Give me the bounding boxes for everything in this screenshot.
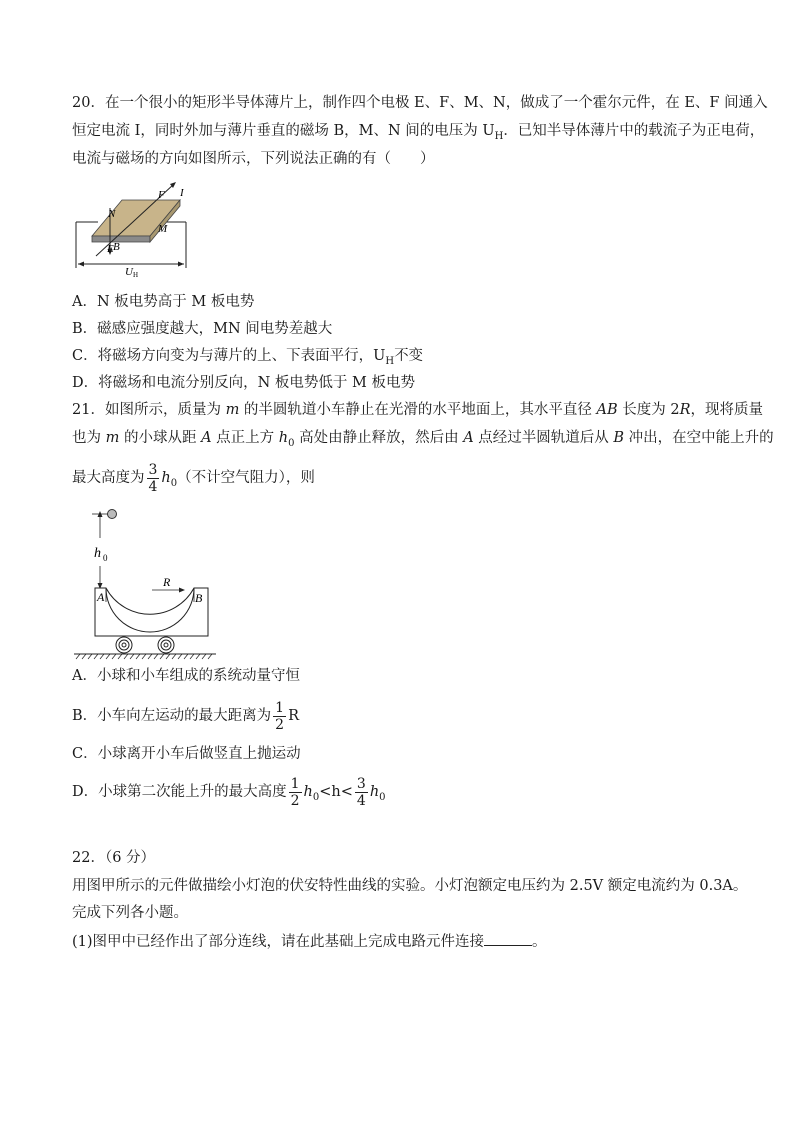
var-h: h [303,784,313,800]
q20-option-d: D．将磁场和电流分别反向，N 板电势低于 M 板电势 [72,375,415,391]
t: <h< [319,784,353,800]
t: 21．如图所示，质量为 [72,402,226,418]
t: 点正上方 [211,430,279,446]
frac-den: 2 [290,792,300,809]
t: ，现将质量 [690,402,764,418]
fraction-1-2 [289,776,302,809]
label-m: M [158,223,168,235]
fraction-1-2 [273,700,286,733]
q20-option-c-text-b: 不变 [394,348,424,364]
label-b: B [195,591,203,605]
frac-num: 1 [275,699,285,716]
var-a: A [463,430,474,446]
sub-0: 0 [379,791,386,803]
label-b: B [113,241,120,253]
label-r: R [163,575,171,589]
label-e: E [107,243,114,255]
q20-line-2-text-b: ．已知半导体薄片中的载流子为正电荷， [503,123,765,139]
q20-option-c [72,346,423,372]
frac-num: 3 [148,461,158,478]
var-h: h [278,430,289,446]
frac-den: 2 [275,716,285,733]
label-a: A [97,590,105,604]
t: 的小球从距 [119,430,202,446]
q21-line-1 [72,400,763,420]
q22-line-3 [72,931,547,952]
q20-option-c-text: C．将磁场方向变为与薄片的上、下表面平行，U [72,348,386,364]
frac-den: 4 [356,792,366,809]
q21-line-2 [72,428,774,454]
q22-line-2: 完成下列各小题。 [72,905,188,921]
fraction-3-4 [355,776,368,809]
label-i: I [180,187,184,199]
half-circle-cart-figure [70,502,220,662]
var-a: A [201,430,212,446]
t: D．小球第二次能上升的最大高度 [72,784,287,800]
frac-num: 1 [290,775,300,792]
t: 点经过半圆轨道后从 [473,430,614,446]
t: 高处由静止释放，然后由 [294,430,464,446]
q22-line-1: 用图甲所示的元件做描绘小灯泡的伏安特性曲线的实验。小灯泡额定电压约为 2.5V 额定电流约为 0.3A。 [72,878,748,894]
label-h0-sub: 0 [103,553,108,563]
q20-option-c-sub: H [385,355,395,367]
var-h: h [161,470,171,486]
t: 的半圆轨道小车静止在光滑的水平地面上，其水平直径 [239,402,597,418]
var-h: h [369,784,380,800]
t: （不计空气阻力），则 [177,470,315,486]
label-u-sub: H [133,271,139,278]
var-m: m [105,430,120,446]
label-u: U [125,266,133,278]
q20-line-2 [72,121,764,147]
q21-option-c: C．小球离开小车后做竖直上抛运动 [72,746,301,762]
q21-option-b [72,698,299,734]
hall-element-figure [70,180,200,278]
sub-0: 0 [288,437,295,449]
frac-den: 4 [148,478,158,495]
fraction-3-4 [147,462,160,495]
q20-option-b: B．磁感应强度越大，MN 间电势差越大 [72,321,333,337]
q21-option-a: A．小球和小车组成的系统动量守恒 [72,668,300,684]
t: B．小车向左运动的最大距离为 [72,708,272,724]
q20-line-3: 电流与磁场的方向如图所示，下列说法正确的有（ ） [72,151,435,167]
frac-num: 3 [356,775,366,792]
t: (1)图甲中已经作出了部分连线，请在此基础上完成电路元件连接 [72,934,485,950]
t: 冲出，在空中能上升的 [624,430,774,446]
var-ab: AB [596,402,618,418]
var-r: R [679,402,691,418]
t: R [288,708,299,724]
q21-option-d [72,774,386,816]
q20-line-1: 20．在一个很小的矩形半导体薄片上，制作四个电极 E、F、M、N，做成了一个霍尔元件，在 E、F 间通入 [72,95,768,111]
sub-0: 0 [312,791,320,803]
label-n: N [108,208,116,220]
q20-line-2-text: 恒定电流 I，同时外加与薄片垂直的磁场 B，M、N 间的电压为 U [72,123,495,139]
q20-uh-subscript: H [494,130,504,142]
label-f: F [158,189,165,201]
var-m: m [225,402,240,418]
t: 。 [532,934,547,950]
answer-blank[interactable] [484,931,532,946]
t: 最大高度为 [72,470,145,486]
var-b: B [613,430,625,446]
q22-heading: 22．（6 分） [72,850,156,866]
t: 长度为 2 [617,402,680,418]
q20-option-a: A．N 板电势高于 M 板电势 [72,294,255,310]
label-h0: h [94,546,101,561]
t: 也为 [72,430,106,446]
sub-0: 0 [170,477,178,489]
q21-line-3 [72,460,315,502]
